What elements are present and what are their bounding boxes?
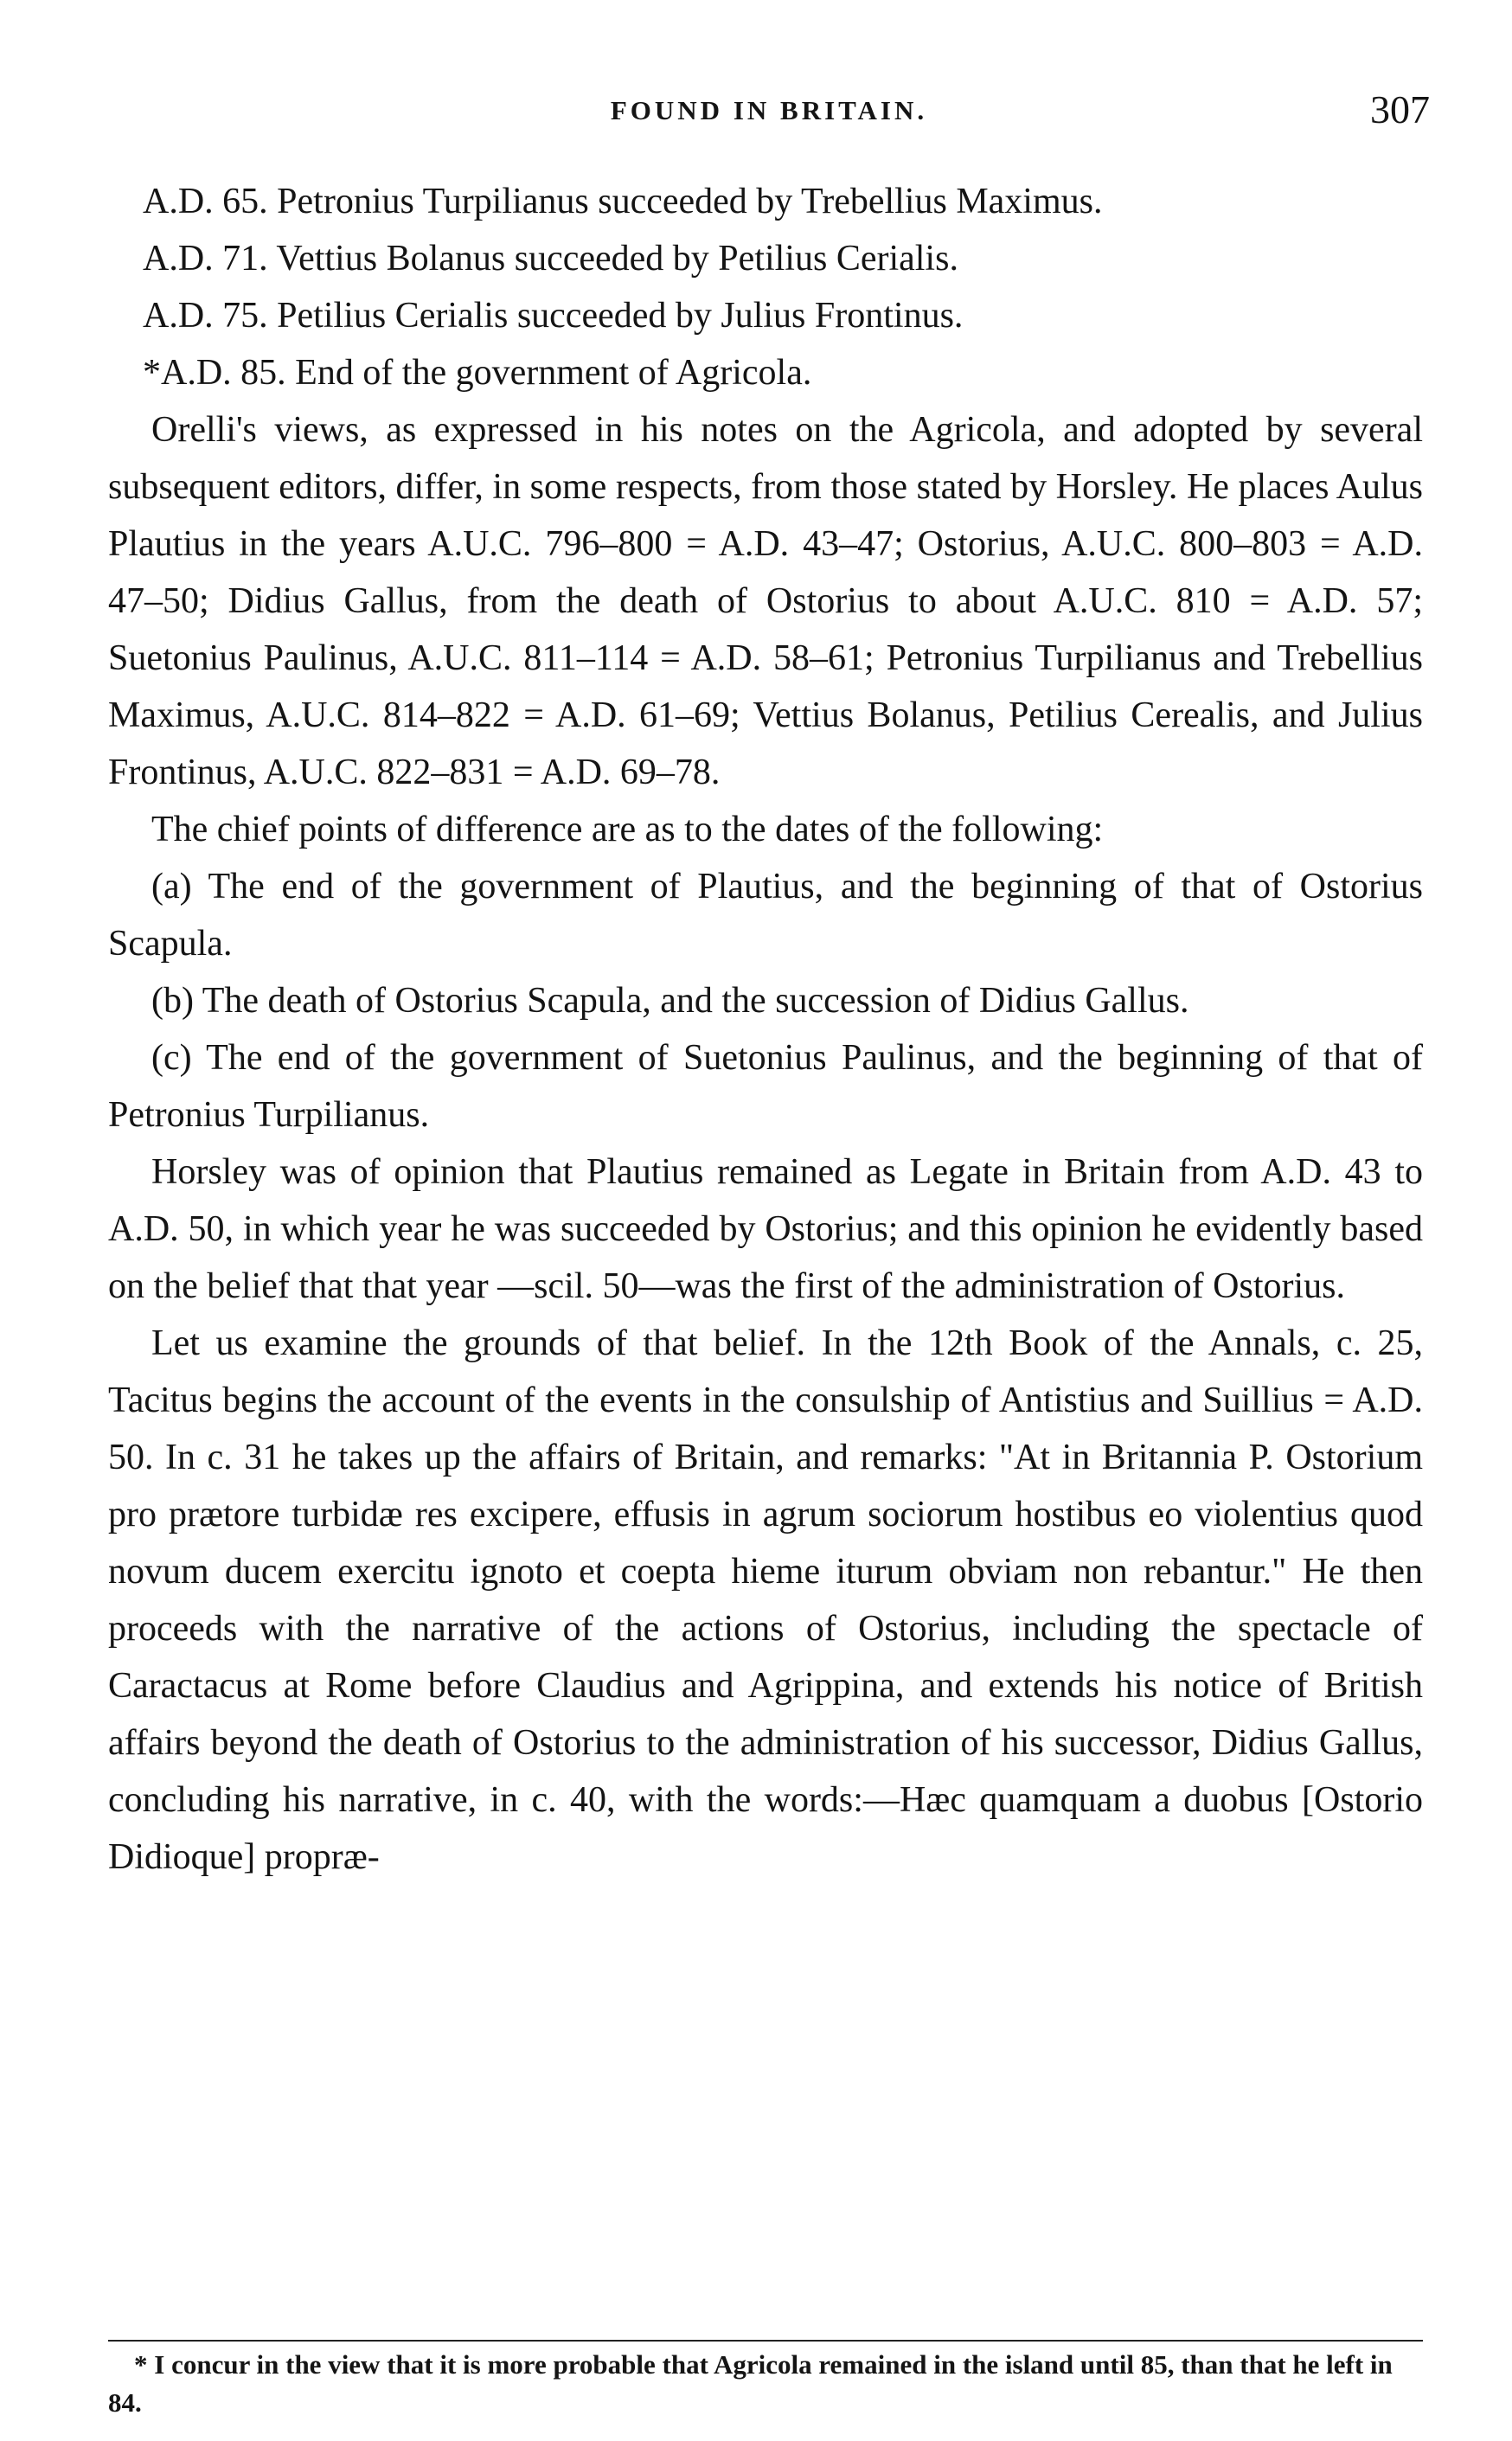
footnote: * I concur in the view that it is more probable that Agricola remained in the island until 85, than that he left in 84. <box>108 2349 1393 2418</box>
paragraph-point-b: (b) The death of Ostorius Scapula, and the succession of Didius Gallus. <box>151 981 1189 1021</box>
body-text <box>108 173 1423 1886</box>
paragraph-points-of-difference: The chief points of difference are as to the dates of the following: <box>151 810 1104 849</box>
page-header <box>108 86 1430 156</box>
paragraph-point-c: (c) The end of the government of Suetonius Paulinus, and the beginning of that of Petronius Turpilianus. <box>108 1038 1423 1135</box>
paragraph-examine-grounds: Let us examine the grounds of that belief. In the 12th Book of the Annals, c. 25, Tacitus begins the account of the events in the consulship of Antistius and Suillius = A.D. 50. In c. 31 he takes up the affairs of Britain, and remarks: "At in Britannia P. Ostorium pro prætore turbidæ res excipere, effusis in agrum sociorum hostibus eo violentius quod novum ducem exercitu ignoto et coepta hieme iturum obviam non rebantur." He then proceeds with the narrative of the actions of Ostorius, including the spectacle of Caractacus at Rome before Claudius and Agrippina, and extends his notice of British affairs beyond the death of Ostorius to the administration of his successor, Didius Gallus, concluding his narrative, in c. 40, with the words:—Hæc quamquam a duobus [Ostorio Didioque] propræ- <box>108 1323 1423 1877</box>
page-number: 307 <box>1370 87 1430 131</box>
running-head: FOUND IN BRITAIN. <box>610 95 928 125</box>
paragraph-orelli-views: Orelli's views, as expressed in his notes on the Agricola, and adopted by several subsequent editors, differ, in some respects, from those stated by Horsley. He places Aulus Plautius in the years A.U.C. 796–800 = A.D. 43–47; Ostorius, A.U.C. 800–803 = A.D. 47–50; Didius Gallus, from the death of Ostorius to about A.U.C. 810 = A.D. 57; Suetonius Paulinus, A.U.C. 811–114 = A.D. 58–61; Petronius Turpilianus and Trebellius Maximus, A.U.C. 814–822 = A.D. 61–69; Vettius Bolanus, Petilius Cerealis, and Julius Frontinus, A.U.C. 822–831 = A.D. 69–78. <box>108 410 1423 792</box>
chronology-entry: A.D. 71. Vettius Bolanus succeeded by Petilius Cerialis. <box>143 239 958 279</box>
chronology-entry: A.D. 65. Petronius Turpilianus succeeded by Trebellius Maximus. <box>143 182 1103 221</box>
paragraph-point-a: (a) The end of the government of Plautius, and the beginning of that of Ostorius Scapula. <box>108 867 1423 964</box>
chronology-entry: *A.D. 85. End of the government of Agricola. <box>143 353 812 393</box>
chronology-entry: A.D. 75. Petilius Cerialis succeeded by Julius Frontinus. <box>143 296 964 336</box>
footnote-rule <box>108 2340 1423 2342</box>
paragraph-horsley-opinion: Horsley was of opinion that Plautius remained as Legate in Britain from A.D. 43 to A.D. 50, in which year he was succeeded by Ostorius; and this opinion he evidently based on the belief that that year —scil. 50—was the first of the administration of Ostorius. <box>108 1152 1423 1306</box>
